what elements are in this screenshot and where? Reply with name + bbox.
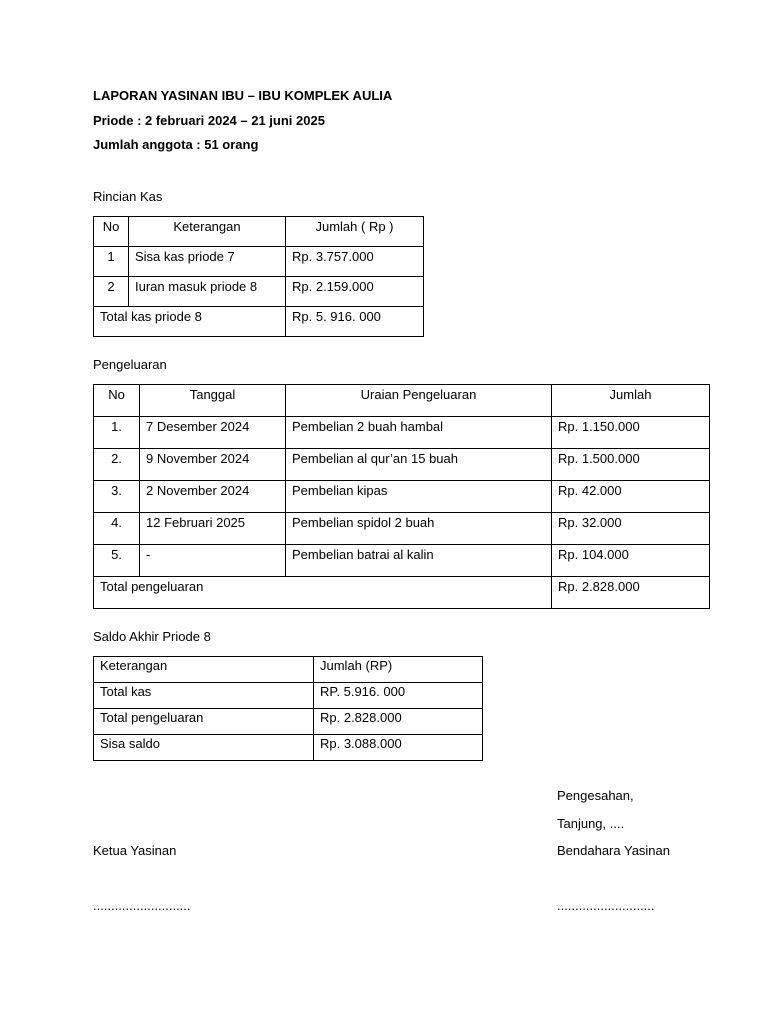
table-row [94, 277, 424, 307]
table-row [94, 481, 710, 513]
row-description: Total kas [94, 683, 314, 709]
place-date-label: Tanjung, .... [557, 816, 625, 831]
table-header-row [94, 657, 483, 683]
report-title: LAPORAN YASINAN IBU – IBU KOMPLEK AULIA [93, 88, 393, 103]
row-amount: Rp. 32.000 [552, 513, 710, 545]
row-number: 2 [94, 277, 129, 307]
table-total-row [94, 307, 424, 337]
table-row [94, 417, 710, 449]
row-date: 12 Februari 2025 [140, 513, 286, 545]
table-header-row [94, 217, 424, 247]
row-description: Iuran masuk priode 8 [129, 277, 286, 307]
column-header: Tanggal [140, 385, 286, 417]
row-number: 2. [94, 449, 140, 481]
column-header: Jumlah ( Rp ) [286, 217, 424, 247]
column-header: Keterangan [129, 217, 286, 247]
kas-heading: Rincian Kas [93, 189, 163, 204]
total-label: Total kas priode 8 [94, 307, 286, 337]
row-number: 3. [94, 481, 140, 513]
pengeluaran-heading: Pengeluaran [93, 357, 167, 372]
column-header: Jumlah (RP) [314, 657, 483, 683]
row-description: Pembelian spidol 2 buah [286, 513, 552, 545]
total-label: Total pengeluaran [94, 577, 552, 609]
row-amount: Rp. 3.757.000 [286, 247, 424, 277]
table-header-row [94, 385, 710, 417]
row-description: Pembelian batrai al kalin [286, 545, 552, 577]
row-number: 1. [94, 417, 140, 449]
row-description: Pembelian al qur’an 15 buah [286, 449, 552, 481]
row-description: Total pengeluaran [94, 709, 314, 735]
table-total-row [94, 577, 710, 609]
row-description: Pembelian 2 buah hambal [286, 417, 552, 449]
row-amount: Rp. 2.828.000 [314, 709, 483, 735]
column-header: No [94, 217, 129, 247]
row-description: Sisa saldo [94, 735, 314, 761]
saldo-table [93, 656, 483, 761]
pengesahan-label: Pengesahan, [557, 788, 634, 803]
report-period: Priode : 2 februari 2024 – 21 juni 2025 [93, 113, 325, 128]
row-date: - [140, 545, 286, 577]
ketua-signature-line: ........................... [93, 898, 191, 913]
row-amount: Rp. 3.088.000 [314, 735, 483, 761]
row-amount: Rp. 1.150.000 [552, 417, 710, 449]
table-row [94, 735, 483, 761]
column-header: No [94, 385, 140, 417]
saldo-heading: Saldo Akhir Priode 8 [93, 629, 211, 644]
kas-table [93, 216, 424, 337]
member-count: Jumlah anggota : 51 orang [93, 137, 259, 152]
row-number: 1 [94, 247, 129, 277]
total-amount: Rp. 2.828.000 [552, 577, 710, 609]
row-amount: RP. 5.916. 000 [314, 683, 483, 709]
row-amount: Rp. 1.500.000 [552, 449, 710, 481]
row-amount: Rp. 42.000 [552, 481, 710, 513]
row-amount: Rp. 2.159.000 [286, 277, 424, 307]
table-row [94, 513, 710, 545]
row-date: 7 Desember 2024 [140, 417, 286, 449]
row-description: Pembelian kipas [286, 481, 552, 513]
table-row [94, 449, 710, 481]
row-description: Sisa kas priode 7 [129, 247, 286, 277]
bendahara-title: Bendahara Yasinan [557, 843, 671, 858]
row-number: 5. [94, 545, 140, 577]
table-row [94, 709, 483, 735]
table-row [94, 545, 710, 577]
table-row [94, 683, 483, 709]
total-amount: Rp. 5. 916. 000 [286, 307, 424, 337]
table-row [94, 247, 424, 277]
row-date: 9 November 2024 [140, 449, 286, 481]
ketua-title: Ketua Yasinan [93, 843, 177, 858]
column-header: Keterangan [94, 657, 314, 683]
column-header: Uraian Pengeluaran [286, 385, 552, 417]
row-number: 4. [94, 513, 140, 545]
pengeluaran-table [93, 384, 710, 609]
bendahara-signature-line: ........................... [557, 898, 655, 913]
column-header: Jumlah [552, 385, 710, 417]
row-date: 2 November 2024 [140, 481, 286, 513]
row-amount: Rp. 104.000 [552, 545, 710, 577]
